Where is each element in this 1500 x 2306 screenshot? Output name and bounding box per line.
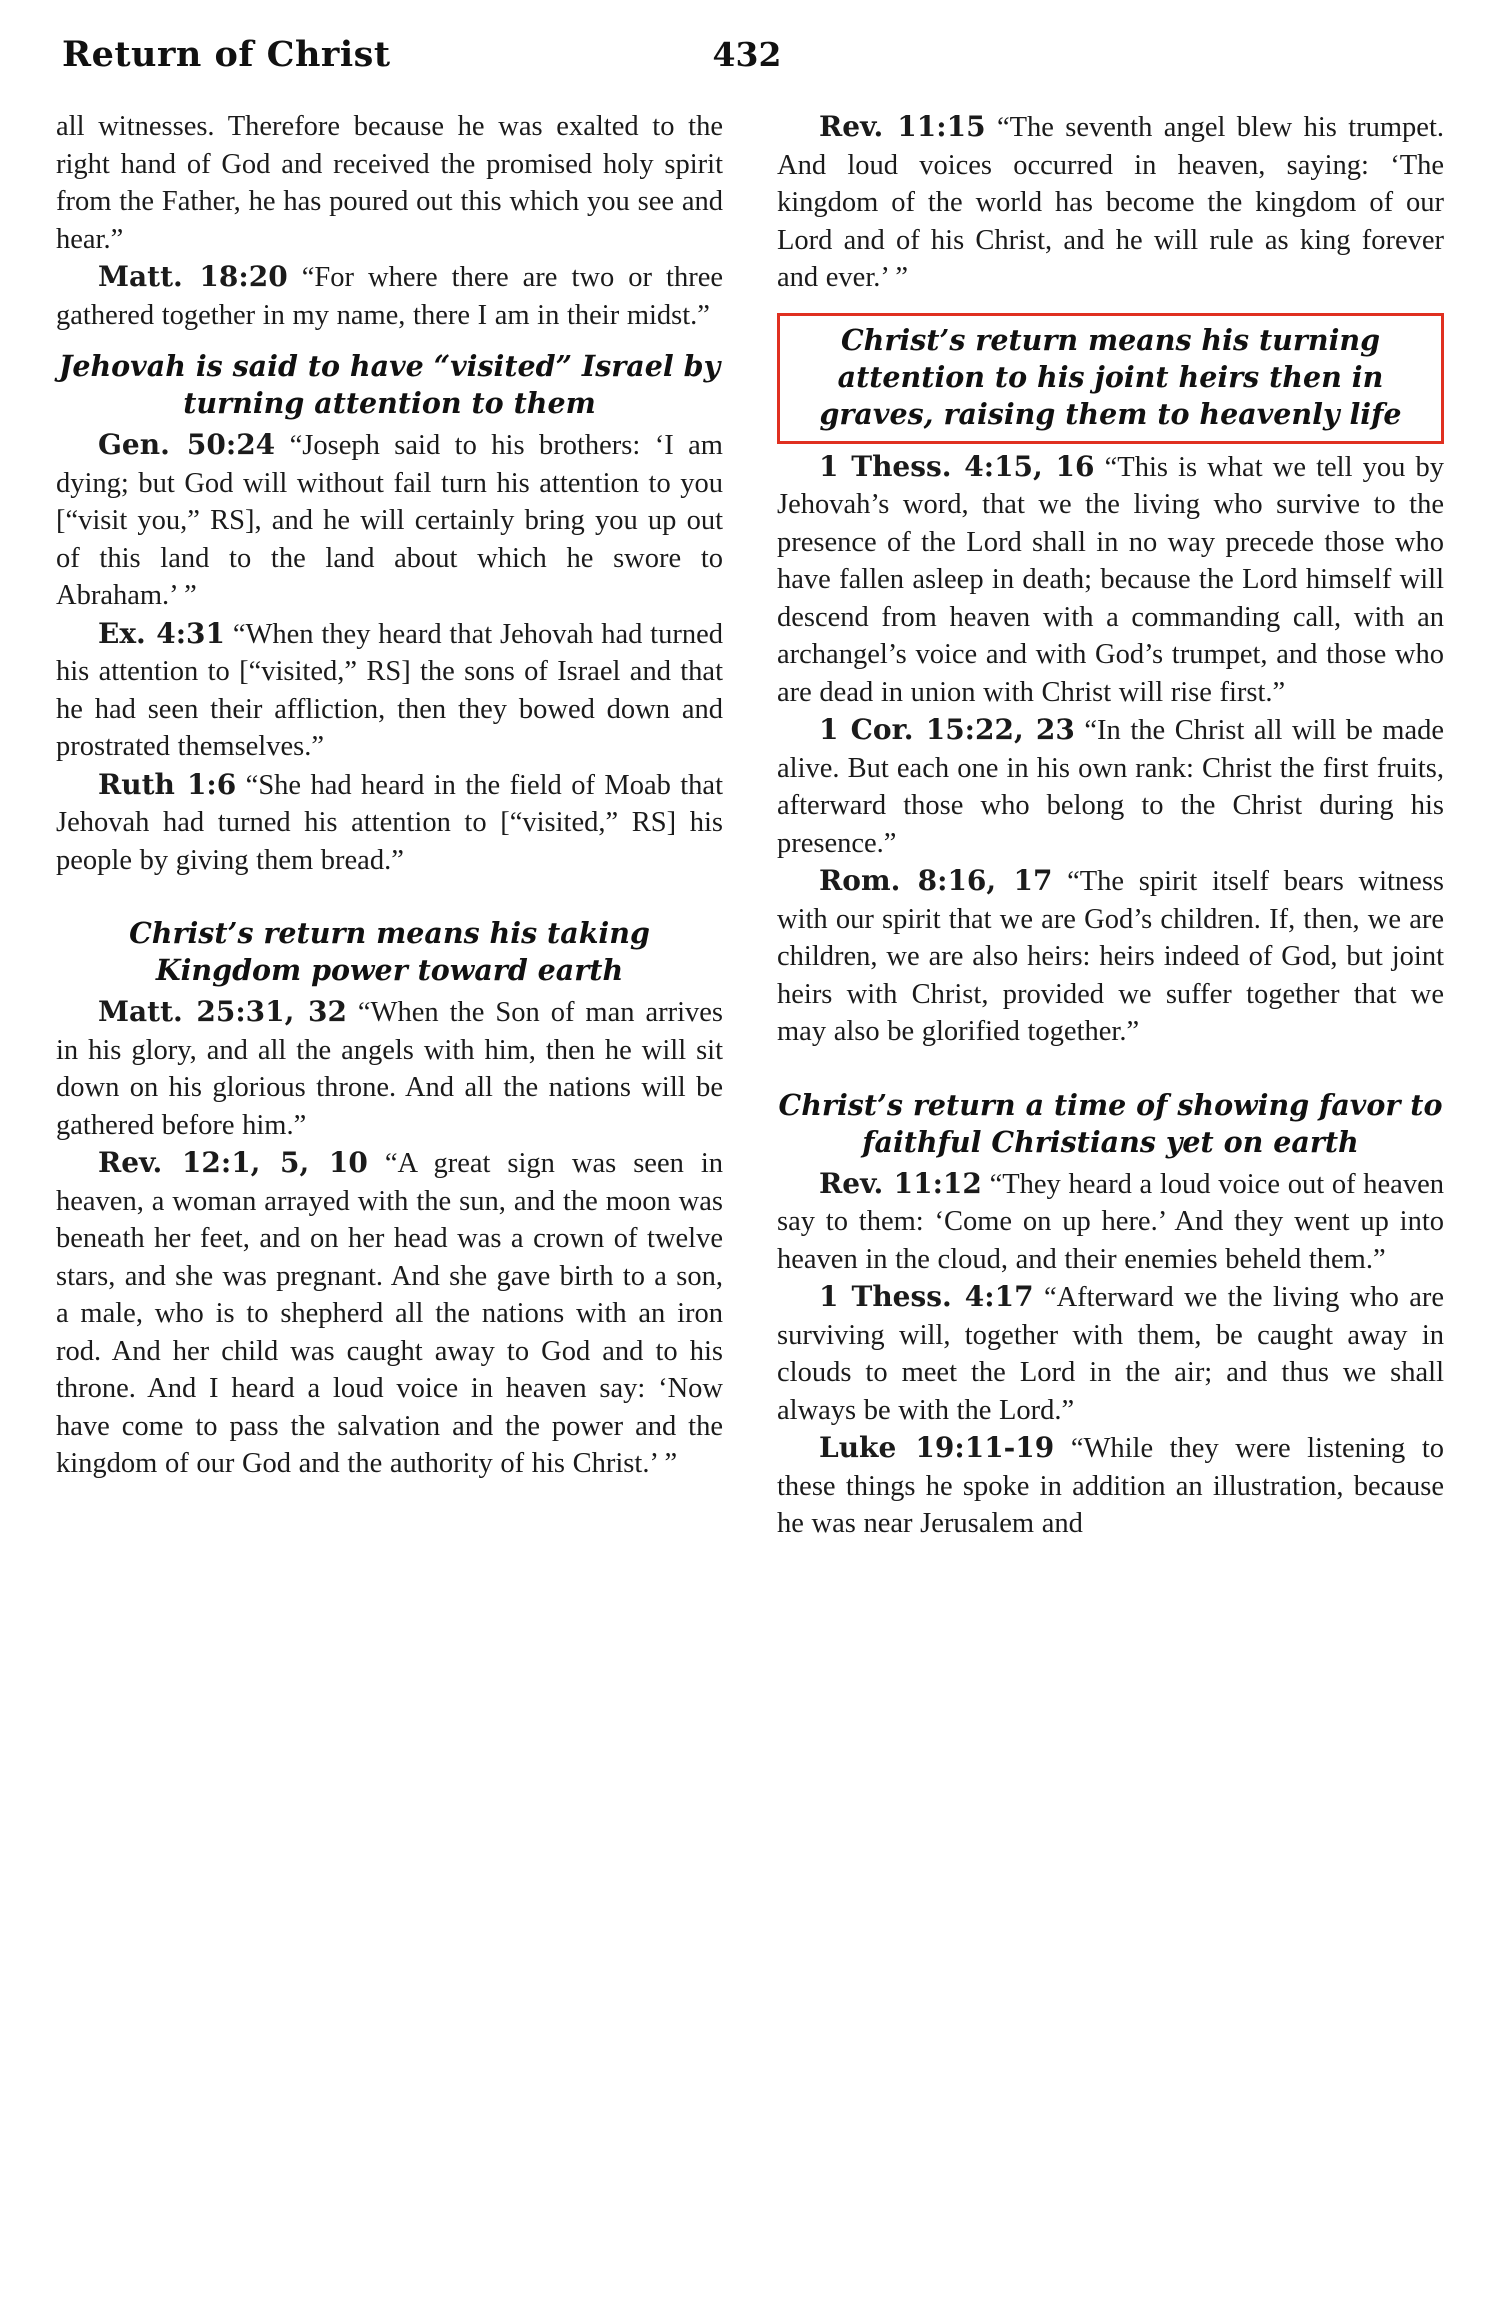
paragraph-text: all witnesses. Therefore because he was exalted to the right hand of God and received the promised holy spirit from the Father, he has poured out this which you see and hear.” xyxy=(56,111,723,255)
subheading-kingdom-power: Christ’s return means his taking Kingdom power toward earth xyxy=(129,916,650,987)
running-head-title: Return of Christ xyxy=(62,34,391,75)
paragraph-ex-4-31 xyxy=(56,615,723,766)
paragraph-text: “This is what we tell you by Jehovah’s word, that we the living who survive to the presence of the Lord shall in no way precede those who have fallen asleep in death; because the Lord himself will descend from heaven with a commanding call, with an archangel’s voice and with God’s trumpet, and those who are dead in union with Christ will rise first.” xyxy=(777,451,1444,708)
left-column xyxy=(56,108,723,1483)
section-spacer xyxy=(777,1051,1444,1071)
paragraph-text: “Afterward we the living who are surviving will, together with them, be caught away in clouds to meet the Lord in the air; and thus we shall always be with the Lord.” xyxy=(777,1282,1445,1426)
verse-reference: Rev. 11:15 xyxy=(819,110,986,143)
page-number: 432 xyxy=(712,35,782,74)
verse-reference: Rom. 8:16, 17 xyxy=(819,864,1053,897)
paragraph-text: “While they were listening to these things he spoke in addition an illustration, because he was near Jerusalem and xyxy=(777,1433,1445,1539)
paragraph-text: “When the Son of man arrives in his glory, and all the angels with him, then he will sit down on his glorious throne. And all the nations will be gathered before him.” xyxy=(56,997,724,1141)
paragraph-text: “In the Christ all will be made alive. But each one in his own rank: Christ the first fruits, afterward those who belong to the Christ during his presence.” xyxy=(777,715,1444,859)
subheading-jehovah-visited: Jehovah is said to have “visited” Israel by turning attention to them xyxy=(58,349,721,420)
paragraph-1-thess-4-15 xyxy=(777,448,1444,712)
two-column-body xyxy=(56,108,1444,1543)
verse-reference: Luke 19:11-19 xyxy=(819,1431,1055,1464)
verse-reference: Gen. 50:24 xyxy=(98,428,276,461)
paragraph-matt-25-31 xyxy=(56,993,723,1144)
right-column xyxy=(777,108,1444,1543)
paragraph-gen-50-24 xyxy=(56,426,723,615)
paragraph-text: “For where there are two or three gathered together in my name, there I am in their midst.” xyxy=(56,262,724,331)
paragraph-text: “A great sign was seen in heaven, a woman arrayed with the sun, and the moon was beneath her feet, and on her head was a crown of twelve stars, and she was pregnant. And she gave birth to a son, a male, who is to shepherd all the nations with an iron rod. And her child was caught away to God and to his throne. And I heard a loud voice in heaven say: ‘Now have come to pass the salvation and the power and the kingdom of our God and the authority of his Christ.’ ” xyxy=(56,1148,723,1479)
paragraph-rev-12-1 xyxy=(56,1144,723,1483)
paragraph-text: “The spirit itself bears witness with our spirit that we are God’s children. If, then, we are children, we are also heirs: heirs indeed of God, but joint heirs with Christ, provided we suffer together that we may also be glorified together.” xyxy=(777,866,1445,1047)
verse-reference: Ruth 1:6 xyxy=(98,767,237,801)
subheading-showing-favor: Christ’s return a time of showing favor to faithful Christians yet on earth xyxy=(778,1087,1443,1159)
paragraph-matt-18-20 xyxy=(56,258,723,334)
section-spacer xyxy=(56,879,723,899)
verse-reference: Matt. 25:31, 32 xyxy=(98,995,347,1028)
verse-reference: Rev. 11:12 xyxy=(819,1166,982,1200)
verse-reference: Ex. 4:31 xyxy=(98,616,226,650)
paragraph-text: “The seventh angel blew his trumpet. And loud voices occurred in heaven, saying: ‘The kingdom of the world has become the kingdom of our Lord and of his Christ, and he will rule as king forever and ever.’ ” xyxy=(777,112,1444,293)
verse-reference: 1 Cor. 15:22, 23 xyxy=(819,713,1075,746)
highlighted-subheading-joint-heirs: Christ’s return means his turning attention to his joint heirs then in graves, raising them to heavenly life xyxy=(777,313,1444,444)
paragraph-rev-11-15 xyxy=(777,108,1444,297)
paragraph-rev-11-12 xyxy=(777,1165,1444,1279)
paragraph-witnesses xyxy=(56,108,723,258)
paragraph-luke-19-11 xyxy=(777,1429,1444,1543)
paragraph-text: “She had heard in the field of Moab that Jehovah had turned his attention to [“visited,” RS] his people by giving them bread.” xyxy=(56,769,723,876)
paragraph-1-thess-4-17 xyxy=(777,1278,1444,1429)
paragraph-text: “Joseph said to his brothers: ‘I am dying; but God will without fail turn his attention to you [“visit you,” RS], and he will certainly bring you up out of this land to the land about which he swore to Abraham.’ ” xyxy=(56,430,723,611)
verse-reference: 1 Thess. 4:15, 16 xyxy=(819,449,1095,483)
paragraph-text: “They heard a loud voice out of heaven say to them: ‘Come on up here.’ And they went up into heaven in the cloud, and their enemies beheld them.” xyxy=(777,1168,1444,1275)
verse-reference: 1 Thess. 4:17 xyxy=(819,1280,1034,1313)
verse-reference: Matt. 18:20 xyxy=(98,260,288,293)
paragraph-rom-8-16 xyxy=(777,862,1444,1051)
paragraph-ruth-1-6 xyxy=(56,766,723,880)
paragraph-text: “When they heard that Jehovah had turned his attention to [“visited,” RS] the sons of Israel and that he had seen their affliction, then they bowed down and prostrated themselves.” xyxy=(56,618,723,762)
page-header xyxy=(62,34,1444,86)
verse-reference: Rev. 12:1, 5, 10 xyxy=(98,1146,368,1179)
paragraph-1-cor-15-22 xyxy=(777,711,1444,862)
